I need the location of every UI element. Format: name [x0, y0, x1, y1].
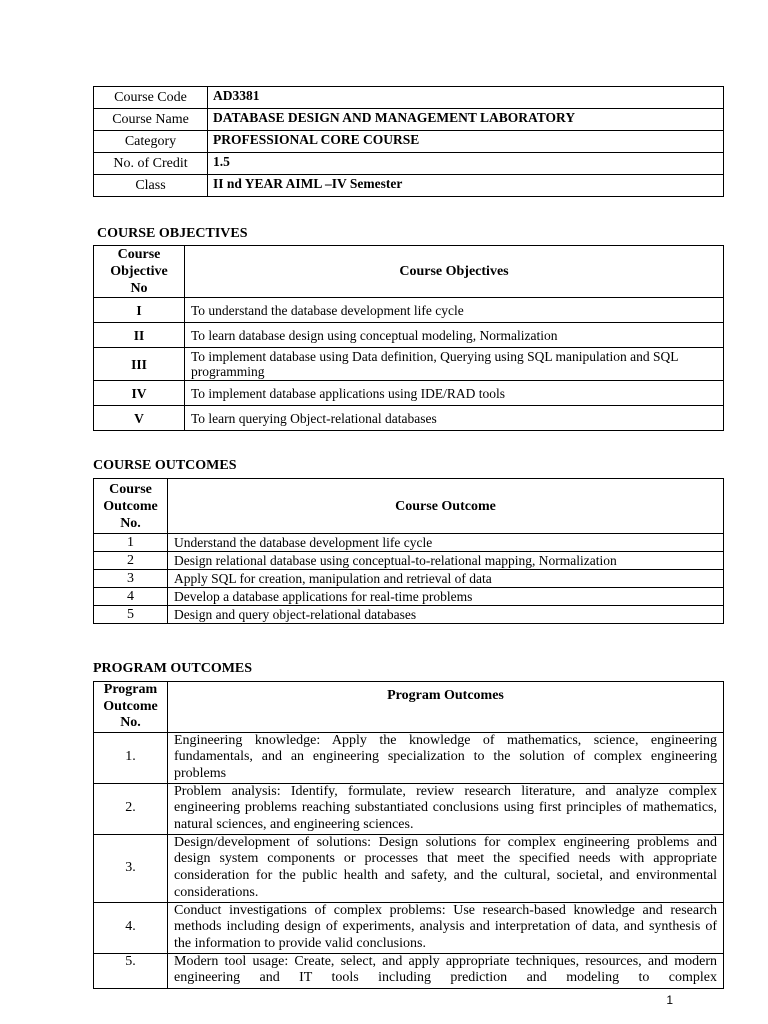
course-info-row [94, 153, 724, 175]
course-info-value: 1.5 [208, 153, 724, 175]
course-info-value: II nd YEAR AIML –IV Semester [208, 175, 724, 197]
course-info-table [93, 86, 724, 197]
outcome-text: Design and query object-relational databases [168, 606, 724, 624]
program-outcomes-header: Program Outcomes [168, 682, 724, 733]
outcome-text: Develop a database applications for real-time problems [168, 588, 724, 606]
program-outcome-text: Modern tool usage: Create, select, and apply appropriate techniques, resources, and modern engineering and IT tools including prediction and modeling to complex [168, 953, 724, 988]
table-row [94, 570, 724, 588]
outcome-number: 2 [94, 552, 168, 570]
table-header-row [94, 246, 724, 298]
program-outcome-text: Design/development of solutions: Design solutions for complex engineering problems and design system components or processes that meet the specified needs with appropriate consideration for the public health and safety, and the cultural, societal, and environmental considerations. [168, 834, 724, 902]
program-outcome-number: 1. [94, 732, 168, 783]
table-row [94, 381, 724, 406]
course-info-label: No. of Credit [94, 153, 208, 175]
program-outcome-text: Conduct investigations of complex problems: Use research-based knowledge and research methods including design of experiments, analysis and interpretation of data, and synthesis of the information to provide valid conclusions. [168, 902, 724, 953]
program-outcome-number: 4. [94, 902, 168, 953]
course-info-value: AD3381 [208, 87, 724, 109]
outcome-number: 4 [94, 588, 168, 606]
table-row [94, 323, 724, 348]
course-info-label: Course Name [94, 109, 208, 131]
course-objectives-heading: COURSE OBJECTIVES [97, 226, 248, 241]
table-header-row [94, 682, 724, 733]
program-outcomes-table [93, 681, 724, 989]
course-info-label: Class [94, 175, 208, 197]
outcome-number: 5 [94, 606, 168, 624]
objectives-header: Course Objectives [185, 246, 724, 298]
table-row [94, 834, 724, 902]
objective-no-header: Course Objective No [94, 246, 185, 298]
table-row [94, 534, 724, 552]
course-info-row [94, 175, 724, 197]
program-outcome-no-header: Program Outcome No. [94, 682, 168, 733]
table-row [94, 783, 724, 834]
outcome-text: Understand the database development life cycle [168, 534, 724, 552]
course-objectives-table [93, 245, 724, 431]
table-row [94, 588, 724, 606]
outcome-no-header: Course Outcome No. [94, 479, 168, 534]
program-outcome-number: 5. [94, 953, 168, 988]
program-outcome-text: Engineering knowledge: Apply the knowledge of mathematics, science, engineering fundamentals, and an engineering specialization to the solution of complex engineering problems [168, 732, 724, 783]
objective-text: To learn querying Object-relational databases [185, 406, 724, 431]
objective-number: IV [94, 381, 185, 406]
outcome-header: Course Outcome [168, 479, 724, 534]
table-row [94, 406, 724, 431]
objective-number: V [94, 406, 185, 431]
course-info-label: Category [94, 131, 208, 153]
course-outcomes-table [93, 478, 724, 624]
outcome-number: 1 [94, 534, 168, 552]
objective-number: I [94, 298, 185, 323]
course-info-row [94, 131, 724, 153]
table-row [94, 732, 724, 783]
outcome-text: Design relational database using conceptual-to-relational mapping, Normalization [168, 552, 724, 570]
table-row [94, 348, 724, 381]
objective-number: III [94, 348, 185, 381]
program-outcomes-heading: PROGRAM OUTCOMES [93, 661, 253, 676]
program-outcome-number: 3. [94, 834, 168, 902]
objective-text: To implement database using Data definition, Querying using SQL manipulation and SQL programming [185, 348, 724, 381]
table-row [94, 953, 724, 988]
table-row [94, 902, 724, 953]
objective-text: To implement database applications using IDE/RAD tools [185, 381, 724, 406]
course-outcomes-heading: COURSE OUTCOMES [93, 458, 237, 473]
program-outcome-text: Problem analysis: Identify, formulate, review research literature, and analyze complex engineering problems reaching substantiated conclusions using first principles of mathematics, natural sciences, and engineering sciences. [168, 783, 724, 834]
program-outcome-number: 2. [94, 783, 168, 834]
table-header-row [94, 479, 724, 534]
table-row [94, 606, 724, 624]
course-info-value: DATABASE DESIGN AND MANAGEMENT LABORATORY [208, 109, 724, 131]
course-info-value: PROFESSIONAL CORE COURSE [208, 131, 724, 153]
page-number: 1 [666, 993, 673, 1007]
course-info-row [94, 87, 724, 109]
table-row [94, 552, 724, 570]
outcome-number: 3 [94, 570, 168, 588]
objective-text: To learn database design using conceptual modeling, Normalization [185, 323, 724, 348]
course-info-row [94, 109, 724, 131]
objective-number: II [94, 323, 185, 348]
outcome-text: Apply SQL for creation, manipulation and retrieval of data [168, 570, 724, 588]
course-info-label: Course Code [94, 87, 208, 109]
objective-text: To understand the database development life cycle [185, 298, 724, 323]
table-row [94, 298, 724, 323]
